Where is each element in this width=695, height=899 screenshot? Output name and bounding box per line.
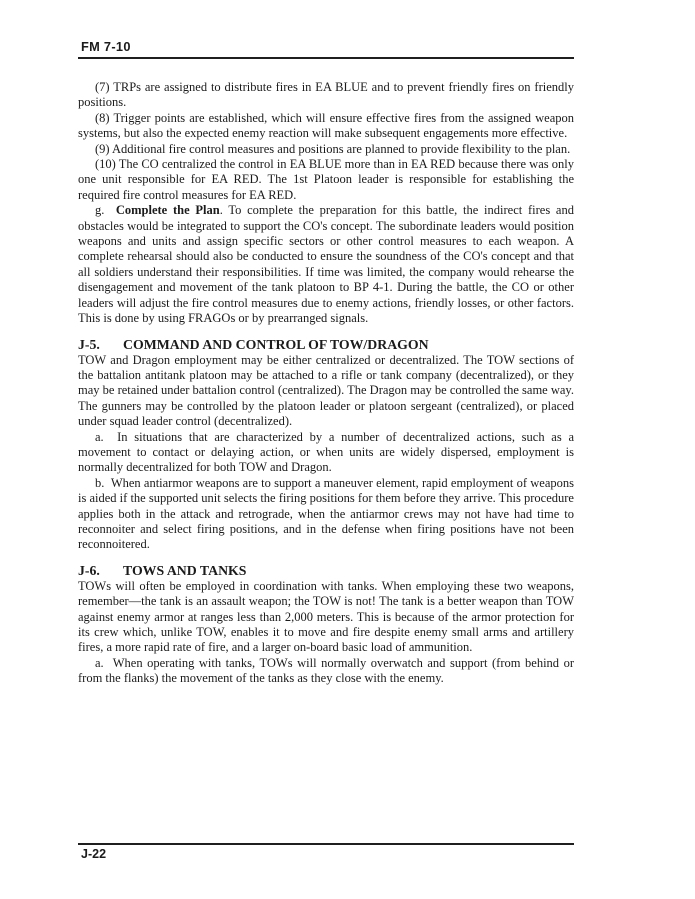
header-rule — [78, 57, 574, 59]
section-title: TOWS AND TANKS — [123, 562, 247, 578]
bold-text-run: Complete the Plan — [115, 203, 220, 218]
text-run: g. — [95, 203, 116, 218]
section-number: J-6. — [78, 562, 100, 578]
footer-rule — [78, 843, 574, 845]
text-run: (8) Trigger points are established, which will ensure effective fires from the assigned weapon systems, but also the expected enemy reaction will make subsequent engagements more effective. — [78, 110, 574, 141]
header-doc-number: FM 7-10 — [81, 39, 131, 54]
text-run: a. When operating with tanks, TOWs will normally overwatch and support (from behind or from the flanks) the movement of the tanks as they close with the enemy. — [78, 655, 574, 686]
section-heading — [78, 336, 574, 353]
body-paragraph — [78, 142, 574, 157]
text-run: (7) TRPs are assigned to distribute fires in EA BLUE and to prevent friendly fires on friendly positions. — [78, 80, 574, 110]
body-paragraph — [78, 203, 574, 326]
body-paragraph — [78, 157, 574, 203]
footer-page-number: J-22 — [81, 847, 107, 861]
text-run: b. When antiarmor weapons are to support a maneuver element, rapid employment of weapons is aided if the supported unit selects the firing positions for them before they arrive. This procedure applies both in the attack and retrograde, when the antiarmor crews may not have had time to reconnoiter and select firing positions, and in the defense when firing positions have not been reconnoitered. — [78, 475, 574, 552]
body-paragraph — [78, 353, 574, 430]
body-paragraph — [78, 476, 574, 553]
page-header — [78, 40, 574, 59]
text-run: (10) The CO centralized the control in EA BLUE more than in EA RED because there was only one unit responsible for EA RED. The 1st Platoon leader is responsible for establishing the required fire control measures for EA RED. — [78, 157, 574, 202]
section-title: COMMAND AND CONTROL OF TOW/DRAGON — [123, 336, 429, 352]
text-run: TOWs will often be employed in coordination with tanks. When employing these two weapons, remember—the tank is an assault weapon; the TOW is not! The tank is a better weapon than TOW against enemy armor at ranges less than 2,000 meters. This is because of the armor protection for its crew which, unlike TOW, enables it to move and fire despite enemy small arms and artillery fires, a more rapid rate of fire, and a larger on-board basic load of ammunition. — [78, 578, 574, 655]
body-paragraph — [78, 111, 574, 142]
body-paragraph — [78, 430, 574, 476]
section-number: J-5. — [78, 336, 100, 352]
body-paragraph — [78, 656, 574, 687]
text-run: (9) Additional fire control measures and positions are planned to provide flexibility to the plan. — [95, 141, 571, 156]
text-run: TOW and Dragon employment may be either centralized or decentralized. The TOW sections of the battalion antitank platoon may be attached to a rifle or tank company (decentralized), or they may be retained under battalion control (centralized). The Dragon may be controlled the same way. The gunners may be controlled by the platoon leader or platoon sergeant (centralized), or placed under squad leader control (decentralized). — [78, 352, 574, 429]
section-heading — [78, 562, 574, 579]
document-body — [78, 80, 574, 687]
body-paragraph — [78, 80, 574, 111]
body-paragraph — [78, 579, 574, 656]
text-run: . To complete the preparation for this battle, the indirect fires and obstacles would be integrated to support the CO's concept. The subordinate leaders would position weapons and units and assign specific sectors or other control measures to each weapon. A complete rehearsal should also be conducted to ensure the soundness of the CO's concept and that all soldiers understand their responsibilities. If time was limited, the company would rehearse the disengagement and movement of the tank platoon to BP 4-1. During the battle, the CO or other leaders will adjust the fire control measures due to enemy actions, friendly losses, or other factors. This is done by using FRAGOs or by prearranged signals. — [78, 203, 574, 326]
text-run: a. In situations that are characterized by a number of decentralized actions, such as a movement to contact or delaying action, or when units are widely dispersed, employment is normally decentralized for both TOW and Dragon. — [78, 429, 574, 475]
page-footer — [78, 843, 574, 861]
